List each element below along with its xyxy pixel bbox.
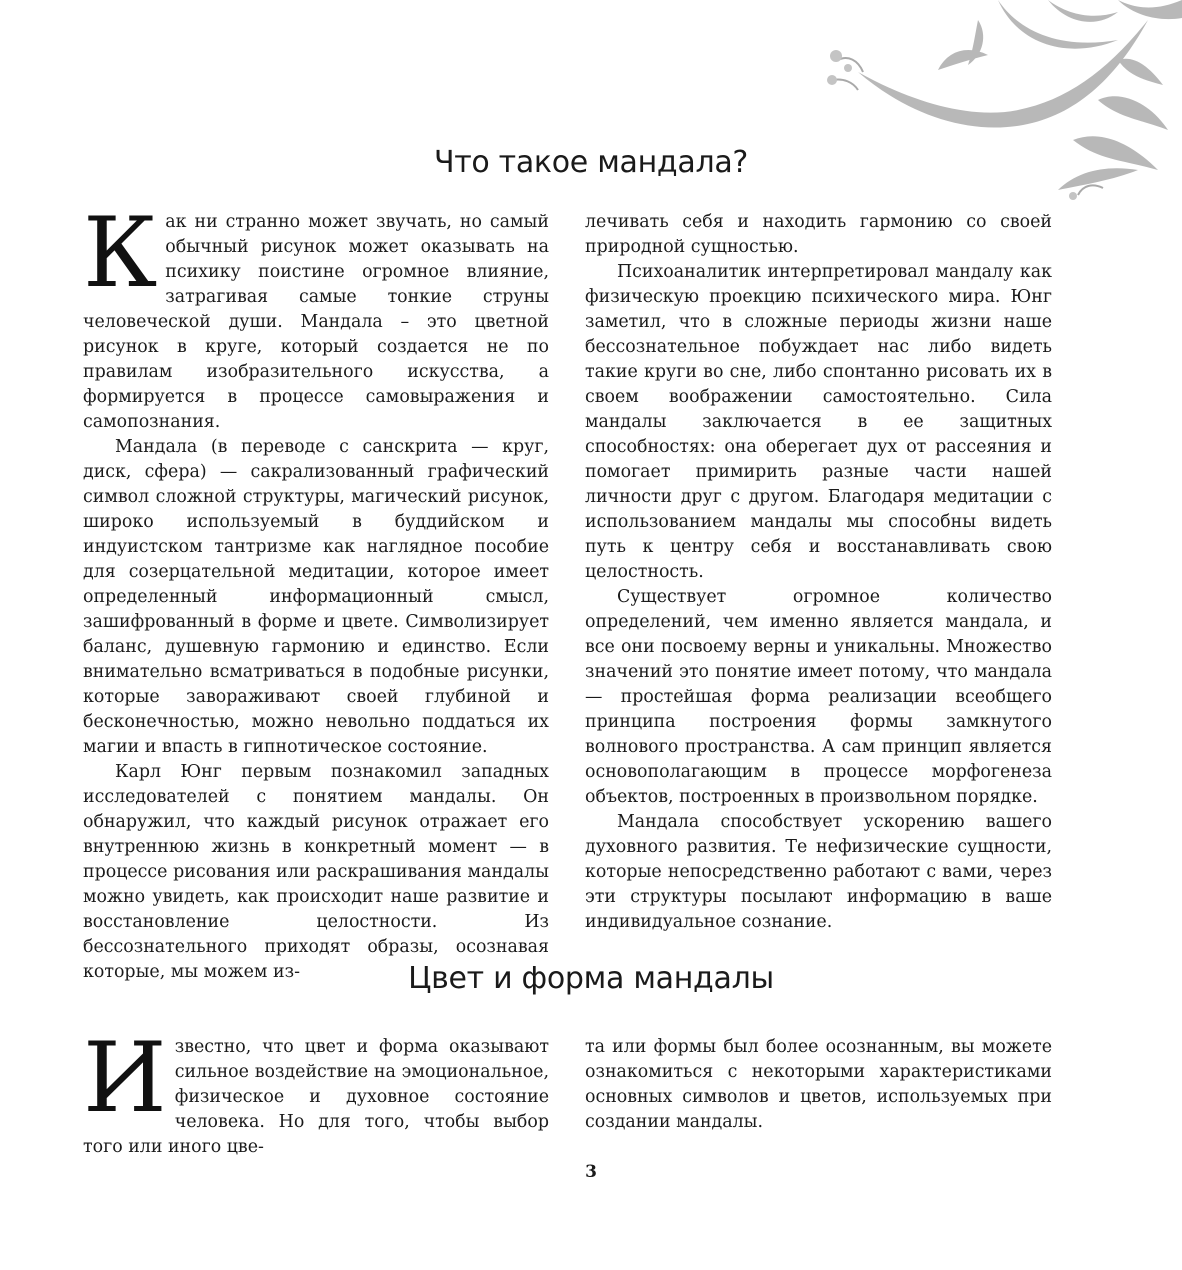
section2-left-column <box>83 1022 549 1160</box>
paragraph: Существует огромное количество определений, чем именно является мандала, и все они посвоему верны и уникальны. Множество значений это понятие имеет потому, что мандала — простейшая форма реализации всеобщего принципа построения формы замкнутого волнового пространства. А сам принцип является основополагающим в процессе морфогенеза объектов, построенных в произвольном порядке. <box>585 587 1052 807</box>
section2-right-column <box>585 1035 1052 1135</box>
section1-right-column <box>585 210 1052 935</box>
paragraph: звестно, что цвет и форма оказывают сильное воздействие на эмоциональное, физическое и духовное состояние человека. Но для того, чтобы выбор того или иного цве- <box>83 1037 549 1157</box>
drop-cap: К <box>83 197 158 309</box>
paragraph: ак ни странно может звучать, но самый обычный рисунок может оказывать на психику поистине огромное влияние, затрагивая самые тонкие струны человеческой души. Мандала – это цветной рисунок в круге, который создается не по правилам изобразительного искусства, а формируется в процессе самовыражения и самопознания. <box>83 212 549 432</box>
paragraph: Карл Юнг первым познакомил западных исследователей с понятием мандалы. Он обнаружил, что каждый рисунок отражает его внутреннюю жизнь в конкретный момент — в процессе рисования или раскрашивания мандалы можно увидеть, как происходит наше развитие и восстановление целостности. Из бессознательного приходят образы, осознавая которые, мы можем из- <box>83 762 549 982</box>
section1-left-column <box>83 197 549 985</box>
page-number: 3 <box>585 1162 597 1182</box>
paragraph: Мандала способствует ускорению вашего духовного развития. Те нефизические сущности, которые непосредственно работают с вами, через эти структуры посылают информацию в ваше индивидуальное сознание. <box>585 812 1052 932</box>
paragraph: та или формы был более осознанным, вы можете ознакомиться с некоторыми характеристиками основных символов и цветов, используемых при создании мандалы. <box>585 1037 1052 1132</box>
drop-cap: И <box>83 1022 167 1134</box>
section-title-what-is-mandala: Что такое мандала? <box>433 145 749 180</box>
paragraph: Психоаналитик интерпретировал мандалу как физическую проекцию психического мира. Юнг заметил, что в сложные периоды жизни наше бессознательное побуждает нас либо видеть такие круги во сне, либо спонтанно рисовать их в своем воображении самостоятельно. Сила мандалы заключается в ее защитных способностях: она оберегает дух от рассеяния и помогает примирить разные части нашей личности друг с другом. Благодаря медитации с использованием мандалы мы способны видеть путь к центру себя и восстанавливать свою целостность. <box>585 262 1052 582</box>
section-title-color-and-form: Цвет и форма мандалы <box>408 961 774 996</box>
paragraph: лечивать себя и находить гармонию со своей природной сущностью. <box>585 212 1052 257</box>
paragraph: Мандала (в переводе с санскрита — круг, диск, сфера) — сакрализованный графический символ сложной структуры, магический рисунок, широко используемый в буддийском и индуистском тантризме как наглядное пособие для созерцательной медитации, которое имеет определенный информационный смысл, зашифрованный в форме и цвете. Символизирует баланс, душевную гармонию и единство. Если внимательно всматриваться в подобные рисунки, которые завораживают своей глубиной и бесконечностью, можно невольно поддаться их магии и впасть в гипнотическое состояние. <box>83 437 549 757</box>
